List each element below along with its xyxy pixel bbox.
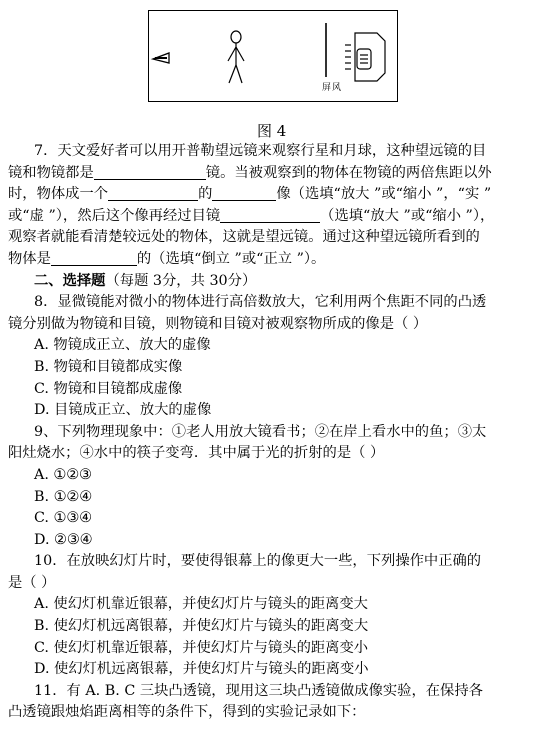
q9-line-1: 9、下列物理现象中：①老人用放大镜看书；②在岸上看水中的鱼；③太	[34, 423, 487, 440]
person-figure	[228, 31, 244, 83]
q10-line-1: 10．在放映幻灯片时，要使得银幕上的像更大一些，下列操作中正确的	[34, 553, 482, 570]
q9-line-2: 阳灶烧水；④水中的筷子变弯．其中属于光的折射的是（ ）	[8, 445, 385, 462]
q7-text: 物体是	[8, 250, 51, 267]
q7-text: 镜。当被观察到的物体在物镜的两倍焦距以外	[205, 164, 492, 181]
q10-option-b: B. 使幻灯机远离银幕，并使幻灯片与镜头的距离变大	[34, 618, 369, 635]
q9-option-d: D. ②③④	[34, 531, 93, 548]
q9-option-c: C. ①③④	[34, 510, 92, 527]
q10-option-c: C. 使幻灯机靠近银幕，并使幻灯片与镜头的距离变小	[34, 639, 369, 656]
section-title: 二、选择题	[34, 272, 106, 289]
q8-option-a: A. 物镜成正立、放大的虚像	[34, 337, 211, 354]
figure-4	[148, 10, 398, 102]
q8-option-d: D. 目镜成正立、放大的虚像	[34, 402, 212, 419]
projector-icon	[345, 33, 385, 81]
figure-drawing	[149, 11, 397, 101]
q7-line-2	[8, 163, 542, 185]
answer-blank	[108, 184, 198, 201]
q7-text: 像（选填“放大 ”或“缩小 ”，“实 ”	[276, 186, 492, 203]
section-note: （每题 3分，共 30分）	[105, 272, 257, 289]
answer-blank	[51, 249, 137, 266]
q7-text: （选填“放大 ”或“缩小 ”），	[320, 207, 495, 224]
figure-caption: 图 4	[257, 122, 287, 140]
q8-line-1: 8．显微镜能对微小的物体进行高倍数放大，它利用两个焦距不同的凸透	[34, 294, 487, 311]
q7-line-1: 7．天文爱好者可以用开普勒望远镜来观察行星和月球，这种望远镜的目	[34, 143, 487, 159]
q7-text: 时，物体成一个	[8, 186, 109, 203]
q9-option-b: B. ①②④	[34, 488, 93, 505]
eye-icon	[153, 53, 169, 63]
q8-option-c: C. 物镜和目镜都成虚像	[34, 380, 183, 397]
q11-line-1: 11．有 A. B. C 三块凸透镜，现用这三块凸透镜做成像实验，在保持各	[34, 682, 483, 699]
section-heading	[8, 271, 542, 293]
q7-text: 镜和物镜都是	[8, 164, 94, 181]
q8-line-2: 镜分别做为物镜和目镜，则物镜和目镜对被观察物所成的像是（ ）	[8, 315, 428, 332]
q7-text: 的（选填“倒立 ”或“正立 ”）。	[136, 250, 326, 267]
q7-line-3	[8, 184, 542, 206]
q7-line-6	[8, 249, 542, 271]
q8-option-b: B. 物镜和目镜都成实像	[34, 358, 183, 375]
q7-text: 或“虚 ”），然后这个像再经过目镜	[8, 207, 221, 224]
document-body	[8, 141, 542, 724]
q7-line-5: 观察者就能看清楚较远处的物体，这就是望远镜。通过这种望远镜所看到的	[8, 229, 480, 246]
q10-option-a: A. 使幻灯机靠近银幕，并使幻灯片与镜头的距离变大	[34, 596, 368, 613]
answer-blank	[212, 184, 276, 201]
q11-line-2: 凸透镜跟烛焰距离相等的条件下，得到的实验记录如下：	[8, 704, 366, 721]
screen-label: 屏风	[322, 83, 343, 93]
q7-line-4	[8, 206, 542, 228]
q10-option-d: D. 使幻灯机远离银幕，并使幻灯片与镜头的距离变小	[34, 661, 369, 678]
answer-blank	[220, 206, 320, 223]
q7-text: 的	[198, 186, 213, 203]
q9-option-a: A. ①②③	[34, 466, 92, 483]
answer-blank	[94, 163, 206, 180]
q10-line-2: 是（ ）	[8, 574, 56, 591]
